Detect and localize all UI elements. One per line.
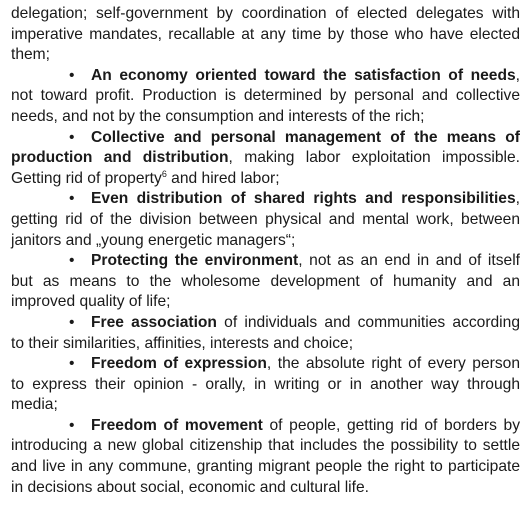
bullet-icon: • bbox=[69, 313, 75, 331]
intro-paragraph: delegation; self-government by coordination of elected delegates with imperative mandates, recallable at any time by those who have elected them; bbox=[11, 5, 520, 64]
item-term: Freedom of movement bbox=[91, 416, 263, 434]
bullet-icon: • bbox=[69, 128, 75, 146]
item-text: , not as an end in and of itself but as means to the wholesome development of humanity and an improved quality of life; bbox=[11, 252, 520, 311]
item-term: Even distribution of shared rights and responsibilities bbox=[91, 190, 516, 208]
item-text-after: and hired labor; bbox=[166, 169, 280, 187]
bullet-icon: • bbox=[69, 252, 75, 270]
list-item bbox=[11, 189, 520, 251]
list-item bbox=[11, 354, 520, 416]
item-text: , not toward profit. Production is determined by personal and collective needs, and not by the consumption and interests of the rich; bbox=[11, 66, 520, 125]
list-item bbox=[11, 416, 520, 498]
item-term: Collective and personal management of the means of production and distribution bbox=[11, 128, 520, 167]
list-item bbox=[11, 66, 520, 128]
item-term: Protecting the environment bbox=[91, 252, 299, 270]
list-item bbox=[11, 251, 520, 313]
item-text: , the absolute right of every person to express their opinion - orally, in writing or in another way through media; bbox=[11, 355, 520, 414]
item-text: of people, getting rid of borders by introducing a new global citizenship that includes the possibility to settle and live in any commune, granting migrant people the right to participate in decisions about social, economic and cultural life. bbox=[11, 416, 520, 496]
footnote-marker: 6 bbox=[161, 168, 167, 179]
bullet-icon: • bbox=[69, 190, 75, 208]
item-text: , making labor exploitation impossible. Getting rid of property bbox=[11, 149, 520, 187]
item-text: of individuals and communities according to their similarities, affinities, interests and choice; bbox=[11, 313, 520, 352]
bullet-icon: • bbox=[69, 355, 75, 373]
list-item bbox=[11, 313, 520, 354]
bullet-icon: • bbox=[69, 66, 75, 84]
bullet-icon: • bbox=[69, 416, 75, 434]
list-item bbox=[11, 128, 520, 190]
item-term: Freedom of expression bbox=[91, 355, 267, 373]
item-text: , getting rid of the division between physical and mental work, between janitors and „young energetic managers“; bbox=[11, 190, 520, 249]
item-term: An economy oriented toward the satisfaction of needs bbox=[91, 66, 516, 84]
item-term: Free association bbox=[91, 313, 217, 331]
